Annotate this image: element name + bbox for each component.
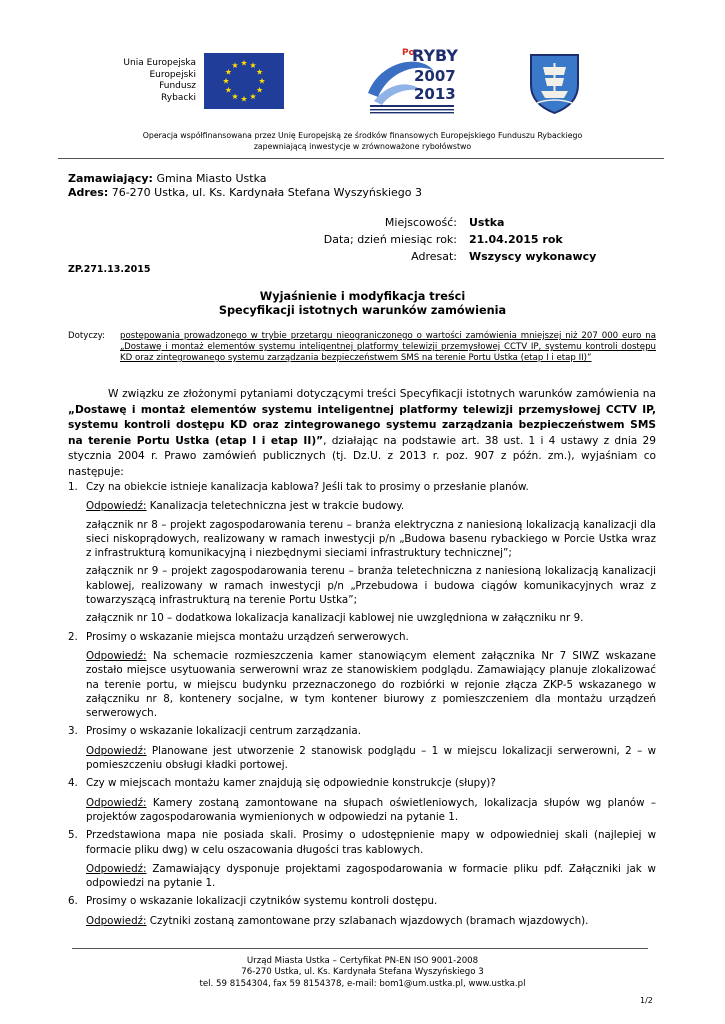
- eu-label: [90, 58, 196, 104]
- regarding-label: Dotyczy:: [68, 331, 105, 341]
- regarding-text: postępowania prowadzonego w trybie przetargu nieograniczonego o wartości zamówienia mniejszej niż 207 000 euro na „Dostawę i montaż elementów systemu inteligentnej platformy telewizji przemysłowej CCTV IP, systemu kontroli dostępu KD oraz zintegrowanego systemu zarządzania bezpieczeństwem SMS na terenie Portu Ustka (etap I i etap II)”: [120, 331, 656, 363]
- footer-divider: [72, 948, 648, 949]
- cofinancing-line: Operacja współfinansowana przez Unię Europejską ze środków finansowych Europejskiego Funduszu Rybackiego: [142, 131, 583, 140]
- answer: [86, 499, 656, 513]
- question-number: 3.: [68, 725, 78, 738]
- question-item: [68, 480, 656, 494]
- question-text: Prosimy o wskazanie lokalizacji centrum zarządzania.: [86, 725, 361, 738]
- poryby-po: Po: [402, 48, 415, 58]
- footer-line: tel. 59 8154304, fax 59 8154378, e-mail: bom1@um.ustka.pl, www.ustka.pl: [199, 978, 526, 989]
- question-text: Prosimy o wskazanie miejsca montażu urządzeń serwerowych.: [86, 630, 409, 643]
- eu-line: Fundusz: [159, 81, 196, 91]
- answer-text: Zamawiający dysponuje projektami zagospodarowania w formacie pliku pdf. Załączniki jak w odpowiedzi na pytanie 1.: [86, 862, 656, 890]
- answer-label: Odpowiedź:: [86, 862, 147, 875]
- intro-pre: W związku ze złożonymi pytaniami dotyczącymi treści Specyfikacji istotnych warunków zamówienia na: [108, 388, 656, 400]
- answer-label: Odpowiedź:: [86, 649, 147, 662]
- question-text: Przedstawiona mapa nie posiada skali. Prosimy o udostępnienie mapy w odpowiedniej skali (najlepiej w formacie pliku dwg) w celu oszacowania długości tras kablowych.: [86, 829, 656, 856]
- answer-label: Odpowiedź:: [86, 796, 147, 809]
- date-value: 21.04.2015 rok: [469, 233, 563, 246]
- document-meta: [300, 214, 600, 265]
- document-title: [60, 290, 665, 318]
- answer-text: Planowane jest utworzenie 2 stanowisk podglądu – 1 w miejscu lokalizacji serwerowni, 2 – w pomieszczeniu obsługi kładki portowej.: [86, 744, 656, 772]
- intro-bold: „Dostawę i montaż elementów systemu inteligentnej platformy telewizji przemysłowej CCTV IP, systemu kontroli dostępu KD oraz zintegrowanego systemu zarządzania bezpieczeństwem SMS na terenie Portu Ustka (etap I i etap II)”: [68, 403, 656, 447]
- zam-label: Zamawiający:: [68, 172, 153, 185]
- address-label: Adres:: [68, 186, 109, 199]
- answer: [86, 796, 656, 825]
- addressee-value: Wszyscy wykonawcy: [469, 250, 597, 263]
- attachment-note: załącznik nr 8 – projekt zagospodarowania terenu – branża elektryczna z naniesioną lokalizacją kanalizacji dla sieci niskoprądowych, realizowany w ramach inwestycji p/n „Budowa basenu rybackiego w Porcie Ustka wraz z infrastrukturą komunikacyjną i niezbędnymi sieciami infrastruktury technicznej”;: [86, 518, 656, 560]
- eu-line: Unia Europejska: [123, 58, 196, 68]
- reference-number: ZP.271.13.2015: [68, 264, 151, 275]
- attachment-note: załącznik nr 10 – dodatkowa lokalizacja kanalizacji kablowej nie uwzględniona w załączniku nr 9.: [86, 612, 584, 625]
- question-text: Prosimy o wskazanie lokalizacji czytników systemu kontroli dostępu.: [86, 895, 438, 908]
- question-text: Czy na obiekcie istnieje kanalizacja kablowa? Jeśli tak to prosimy o przesłanie planów.: [86, 481, 529, 493]
- question-item: [68, 724, 656, 738]
- title-line: Specyfikacji istotnych warunków zamówienia: [218, 304, 507, 317]
- page-number: 1/2: [640, 996, 653, 1005]
- footer: [60, 956, 665, 990]
- question-number: 1.: [68, 481, 78, 493]
- poryby-year1: 2007: [414, 67, 456, 85]
- question-item: [68, 776, 656, 790]
- question-number: 2.: [68, 630, 78, 643]
- intro-paragraph: [68, 387, 656, 480]
- footer-line: Urząd Miasta Ustka – Certyfikat PN-EN ISO 9001-2008: [246, 956, 479, 966]
- eu-line: Rybacki: [161, 92, 196, 103]
- cofinancing-note: [60, 130, 665, 152]
- contracting-authority: [68, 172, 422, 200]
- date-label: Data; dzień miesiąc rok:: [323, 233, 457, 246]
- answer: [86, 862, 656, 891]
- question-text: Czy w miejscach montażu kamer znajdują się odpowiednie konstrukcje (słupy)?: [86, 777, 496, 790]
- questions-list: [68, 480, 656, 932]
- question-item: [68, 894, 656, 908]
- eu-line: Europejski: [149, 69, 196, 80]
- address-value: 76-270 Ustka, ul. Ks. Kardynała Stefana Wyszyńskiego 3: [111, 186, 422, 199]
- attachment-note: załącznik nr 9 – projekt zagospodarowania terenu – branża teletechniczna z naniesioną lokalizacją kanalizacji kablowej, realizowany w ramach inwestycji p/n „Przebudowa i budowa ciągów komunikacyjnych wraz z towarzyszącą infrastrukturą na terenie Portu Ustka”;: [86, 565, 656, 607]
- question-number: 6.: [68, 895, 78, 908]
- answer: [86, 649, 656, 720]
- question-item: [68, 828, 656, 857]
- answer-label: Odpowiedź:: [86, 914, 147, 927]
- question-item: [68, 630, 656, 644]
- place-value: Ustka: [469, 216, 505, 229]
- header-divider: [58, 158, 664, 159]
- addressee-label: Adresat:: [411, 250, 457, 263]
- answer-label: Odpowiedź:: [86, 744, 147, 757]
- footer-line: 76-270 Ustka, ul. Ks. Kardynała Stefana Wyszyńskiego 3: [241, 967, 484, 978]
- intro-post: , działając na podstawie art. 38 ust. 1 i 4 ustawy z dnia 29 stycznia 2004 r. Prawo zamówień publicznych (tj. Dz.U. z 2013 r. poz. 907 z późn. zm.), wyjaśniam co następuje:: [68, 434, 656, 478]
- answer-text: Na schemacie rozmieszczenia kamer stanowiącym element załącznika Nr 7 SIWZ wskazane zostało miejsce usytuowania serwerowni wraz ze stanowiskiem podglądu. Zamawiający planuje zlokalizować na terenie portu, w miejscu budynku przeznaczonego do rozbiórki w rejonie złącza ZKP-5 wskazanego w załączniku nr 8, kontenery socjalne, w tym kontener biurowy z pomieszczeniem dla montażu urządzeń serwerowych.: [86, 649, 656, 720]
- answer: [86, 744, 656, 773]
- zam-value: Gmina Miasto Ustka: [156, 172, 267, 185]
- poryby-logo: [360, 41, 464, 123]
- poryby-ryby: RYBY: [412, 46, 458, 65]
- cofinancing-line: zapewniającą inwestycje w zrównoważone rybołówstwo: [253, 142, 472, 151]
- title-line: Wyjaśnienie i modyfikacja treści: [259, 290, 466, 303]
- answer: [86, 914, 656, 928]
- place-label: Miejscowość:: [384, 216, 457, 229]
- answer-text: Kamery zostaną zamontowane na słupach oświetleniowych, lokalizacja słupów wg planów – projektów zagospodarowania wymienionych w odpowiedzi na pytanie 1.: [86, 796, 657, 823]
- answer-text: Czytniki zostaną zamontowane przy szlabanach wjazdowych (bramach wjazdowych).: [149, 914, 589, 927]
- answer-text: Kanalizacja teletechniczna jest w trakcie budowy.: [149, 500, 405, 513]
- ustka-coat-of-arms-icon: [527, 51, 582, 115]
- answer-label: Odpowiedź:: [86, 500, 147, 513]
- question-number: 5.: [68, 829, 78, 842]
- eu-flag-icon: [204, 53, 284, 109]
- question-number: 4.: [68, 777, 78, 790]
- poryby-year2: 2013: [414, 85, 456, 103]
